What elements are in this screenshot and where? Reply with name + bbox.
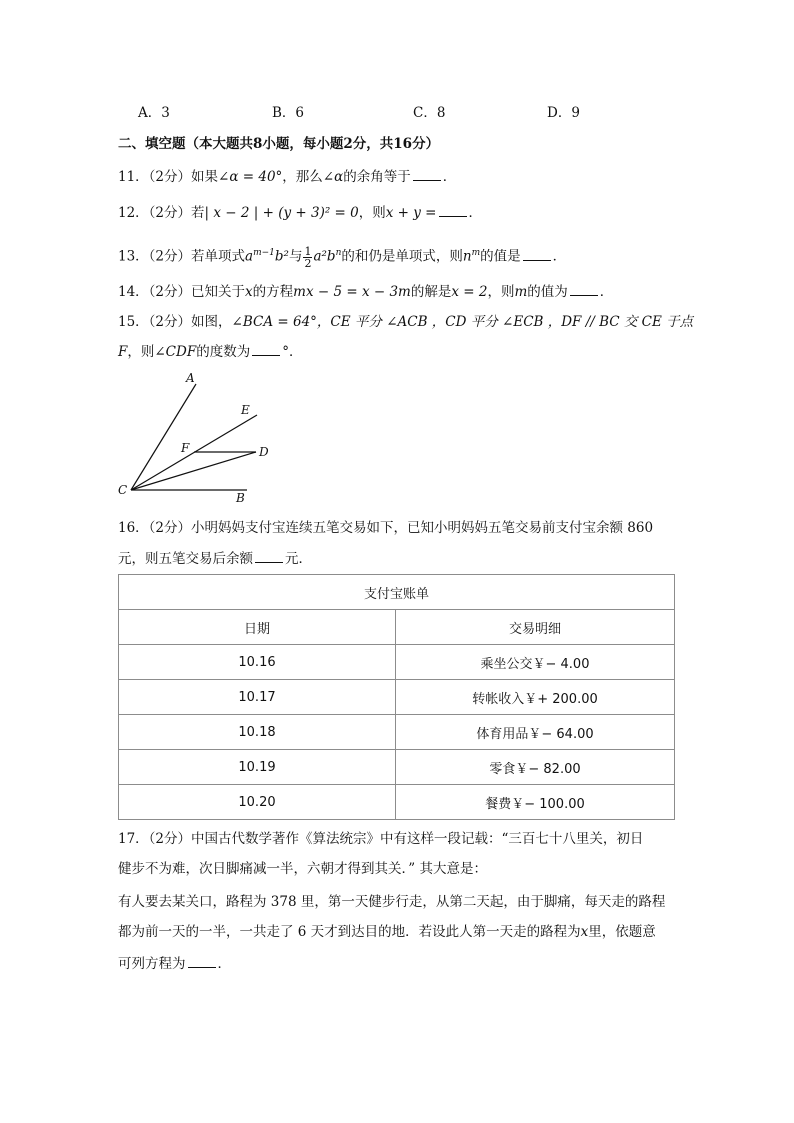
table-row [119, 680, 675, 715]
question-17-line4 [118, 922, 656, 942]
q13-answer-blank[interactable] [523, 246, 551, 261]
q14-mid1: 的方程 [252, 284, 294, 300]
q12-mid: ，则 [358, 205, 386, 221]
q13-mid: 的和仍是单项式，则 [341, 248, 463, 265]
q17-line5-prefix: 可列方程为 [118, 956, 186, 972]
q15-answer-blank[interactable] [252, 341, 280, 356]
bill-detail: 零食￥− 82.00 [396, 750, 675, 785]
q15-prefix: 15．（2分）如图， [118, 314, 232, 330]
q15-end: °． [282, 344, 303, 360]
q13-frac-num: 1 [304, 244, 312, 258]
q13-and: 与 [288, 248, 303, 265]
geometry-figure [112, 370, 272, 506]
q14-m: m [514, 284, 528, 300]
q13-nm-sup: m [471, 248, 481, 258]
q12-end: ． [468, 205, 482, 221]
q13-suffix: 的值是 [480, 248, 521, 265]
question-15-line1 [118, 312, 693, 332]
q13-frac-den: 2 [304, 256, 312, 270]
q13-term2: a²b [313, 248, 336, 265]
q12-answer-blank[interactable] [439, 202, 467, 217]
q12-expr: | x − 2 | + (y + 3)² = 0 [204, 205, 359, 221]
label-a: A [186, 371, 195, 385]
q13-prefix: 13．（2分）若单项式 [118, 248, 246, 265]
q13-term1-sup: m−1 [253, 248, 275, 258]
q11-mid: ，那么 [282, 169, 323, 185]
q14-eq: mx − 5 = x − 3m [293, 284, 411, 300]
q14-answer-blank[interactable] [570, 281, 598, 296]
bill-detail: 餐费￥− 100.00 [396, 785, 675, 820]
question-12 [118, 202, 482, 223]
question-17-line5 [118, 953, 231, 974]
q15-cdf: ∠CDF [154, 344, 197, 360]
q17-line4-prefix: 都为前一天的一半，一共走了 6 天才到达目的地．若设此人第一天走的路程为 [118, 924, 581, 940]
q11-angle: ∠α [322, 169, 344, 185]
q11-expr: ∠α = 40° [218, 169, 283, 185]
label-e: E [241, 403, 250, 417]
bill-date: 10.18 [119, 715, 396, 750]
q15-point-f: F [118, 344, 128, 360]
bill-header-detail: 交易明细 [396, 610, 675, 645]
label-f: F [181, 441, 190, 455]
question-17-line2: 健步不为难，次日脚痛减一半，六朝才得到其关．” 其大意是： [118, 861, 487, 877]
table-row [119, 750, 675, 785]
option-d: D．9 [547, 105, 580, 121]
q14-prefix: 14．（2分）已知关于 [118, 284, 246, 300]
bill-date: 10.16 [119, 645, 396, 680]
q11-suffix: 的余角等于 [343, 169, 411, 185]
q14-suffix: 的值为 [527, 284, 568, 300]
q17-line4-suffix: 里，依题意 [588, 924, 656, 940]
q11-prefix: 11．（2分）如果 [118, 169, 219, 185]
q15-bca: ∠BCA = 64° [231, 314, 317, 330]
q17-x: x [580, 924, 589, 940]
q13-term1-b: b² [274, 248, 289, 265]
question-17-line1: 17．（2分）中国古代数学著作《算法统宗》中有这样一段记载：“三百七十八里关，初日 [118, 831, 644, 847]
q17-line5-end: ． [217, 956, 231, 972]
question-14: 14．（2分）已知关于x的方程mx − 5 = x − 3m的解是x = 2，则m的值为 ． [118, 281, 613, 302]
q13-term1: a [245, 248, 254, 265]
label-b: B [236, 491, 245, 505]
table-row [119, 785, 675, 820]
q12-expr2: x + y = [385, 205, 437, 221]
q14-x: x [245, 284, 253, 300]
question-16-line1: 16．（2分）小明妈妈支付宝连续五笔交易如下，已知小明妈妈五笔交易前支付宝余额 860 [118, 520, 654, 536]
bill-date: 10.20 [119, 785, 396, 820]
question-17-line3: 有人要去某关口，路程为 378 里，第一天健步行走，从第二天起，由于脚痛，每天走的路程 [118, 894, 666, 910]
question-13: 13．（2分）若单项式$a^{m-1}b^2$与 $\frac{1}{2}$ $a^2b^n$的和仍是单项式，则$n^m$的值是 ． [118, 244, 567, 270]
line-cd [131, 452, 256, 490]
q16-suffix: 元． [285, 551, 312, 567]
question-15-line2 [118, 341, 302, 362]
q11-answer-blank[interactable] [413, 166, 441, 181]
q12-prefix: 12．（2分）若 [118, 205, 205, 221]
label-d: D [259, 445, 269, 459]
bill-detail: 转帐收入￥+ 200.00 [396, 680, 675, 715]
option-c: C．8 [413, 105, 446, 121]
alipay-bill-table [118, 574, 675, 820]
bill-header-date: 日期 [119, 610, 396, 645]
q14-mid2: 的解是 [410, 284, 452, 300]
q15-conditions: ，CE 平分 ∠ACB ，CD 平分 ∠ECB ，DF // BC 交 CE 于点 [316, 314, 694, 330]
option-b: B．6 [272, 105, 305, 121]
table-row [119, 645, 675, 680]
q13-nm: n [462, 248, 472, 265]
q16-prefix: 元，则五笔交易后余额 [118, 551, 253, 567]
q17-answer-blank[interactable] [188, 953, 216, 968]
question-11: 11．（2分）如果∠α = 40°，那么∠α的余角等于 ． [118, 166, 456, 187]
q14-mid3: ，则 [487, 284, 515, 300]
bill-date: 10.17 [119, 680, 396, 715]
option-a: A．3 [138, 105, 170, 121]
bill-title: 支付宝账单 [119, 575, 675, 610]
q15-mid: ，则 [127, 344, 155, 360]
q15-suffix: 的度数为 [196, 344, 251, 360]
line-ca [131, 384, 196, 490]
bill-detail: 乘坐公交￥− 4.00 [396, 645, 675, 680]
bill-detail: 体育用品￥− 64.00 [396, 715, 675, 750]
q14-sol: x = 2 [451, 284, 488, 300]
bill-date: 10.19 [119, 750, 396, 785]
q13-fraction [303, 246, 312, 269]
table-row [119, 715, 675, 750]
q13-term2-sup: n [335, 248, 342, 258]
question-16-line2 [118, 548, 312, 569]
label-c: C [118, 483, 128, 497]
section-title: 二、填空题（本大题共8小题，每小题2分，共16分） [118, 136, 440, 152]
q16-answer-blank[interactable] [255, 548, 283, 563]
